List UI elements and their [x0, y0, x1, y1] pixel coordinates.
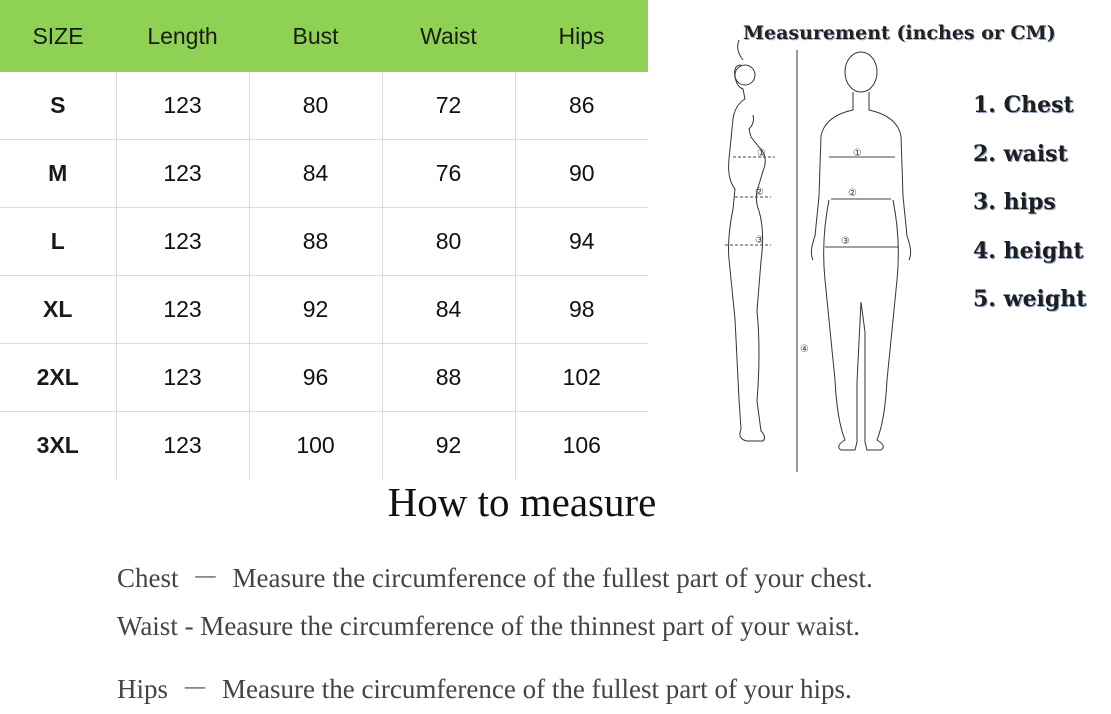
header-length: Length: [116, 0, 249, 72]
cell-bust: 96: [249, 344, 382, 412]
cell-size: 2XL: [0, 344, 116, 412]
cell-waist: 88: [382, 344, 515, 412]
cell-hips: 102: [515, 344, 648, 412]
instruction-chest: Chest － Measure the circumference of the fullest part of your chest.: [117, 563, 873, 593]
size-row: [0, 72, 648, 140]
measurement-item-height: 4. height: [973, 237, 1084, 264]
size-row: [0, 412, 648, 480]
cell-length: 123: [116, 140, 249, 208]
cell-bust: 92: [249, 276, 382, 344]
cell-size: M: [0, 140, 116, 208]
cell-hips: 90: [515, 140, 648, 208]
cell-waist: 84: [382, 276, 515, 344]
cell-bust: 100: [249, 412, 382, 480]
header-hips: Hips: [515, 0, 648, 72]
size-row: [0, 344, 648, 412]
cell-hips: 98: [515, 276, 648, 344]
marker-1-side: ①: [757, 148, 766, 159]
how-to-measure-title: How to measure: [387, 479, 657, 525]
measurement-title: Measurement (inches or CM): [743, 22, 1056, 44]
size-chart-header-row: [0, 0, 648, 72]
header-waist: Waist: [382, 0, 515, 72]
header-bust: Bust: [249, 0, 382, 72]
cell-length: 123: [116, 276, 249, 344]
measurement-item-waist: 2. waist: [973, 140, 1068, 167]
instruction-hips: Hips － Measure the circumference of the fullest part of your hips.: [117, 674, 852, 704]
cell-size: 3XL: [0, 412, 116, 480]
cell-bust: 84: [249, 140, 382, 208]
cell-bust: 80: [249, 72, 382, 140]
instruction-waist: Waist - Measure the circumference of the thinnest part of your waist.: [117, 611, 861, 641]
side-view-head: [735, 65, 755, 85]
size-row: [0, 208, 648, 276]
size-row: [0, 140, 648, 208]
front-view-head: [845, 52, 877, 92]
measurement-list: [973, 92, 1086, 335]
cell-length: 123: [116, 208, 249, 276]
cell-bust: 88: [249, 208, 382, 276]
measurement-item-chest: 1. Chest: [973, 92, 1074, 118]
marker-3-side: ③: [755, 235, 764, 246]
cell-waist: 76: [382, 140, 515, 208]
marker-2-side: ②: [755, 187, 764, 198]
cell-size: S: [0, 72, 116, 140]
cell-size: XL: [0, 276, 116, 344]
cell-length: 123: [116, 72, 249, 140]
cell-waist: 92: [382, 412, 515, 480]
cell-hips: 86: [515, 72, 648, 140]
marker-2-front: ②: [848, 188, 857, 199]
front-view-outline: [811, 92, 910, 450]
body-measurement-figure: [705, 40, 965, 475]
cell-waist: 80: [382, 208, 515, 276]
size-chart-table: [0, 0, 648, 479]
measurement-item-weight: 5. weight: [973, 286, 1087, 312]
size-row: [0, 276, 648, 344]
cell-hips: 106: [562, 432, 601, 458]
cell-hips: 94: [515, 208, 648, 276]
marker-3-front: ③: [841, 236, 850, 247]
cell-waist: 72: [382, 72, 515, 140]
marker-1-front: ①: [853, 148, 862, 159]
cell-length: 123: [116, 412, 249, 480]
cell-size: L: [0, 208, 116, 276]
marker-4-height: ④: [800, 344, 809, 355]
measurement-item-hips: 3. hips: [973, 189, 1056, 215]
cell-length: 123: [116, 344, 249, 412]
header-size: SIZE: [0, 0, 116, 72]
measurement-panel: [705, 0, 1111, 480]
